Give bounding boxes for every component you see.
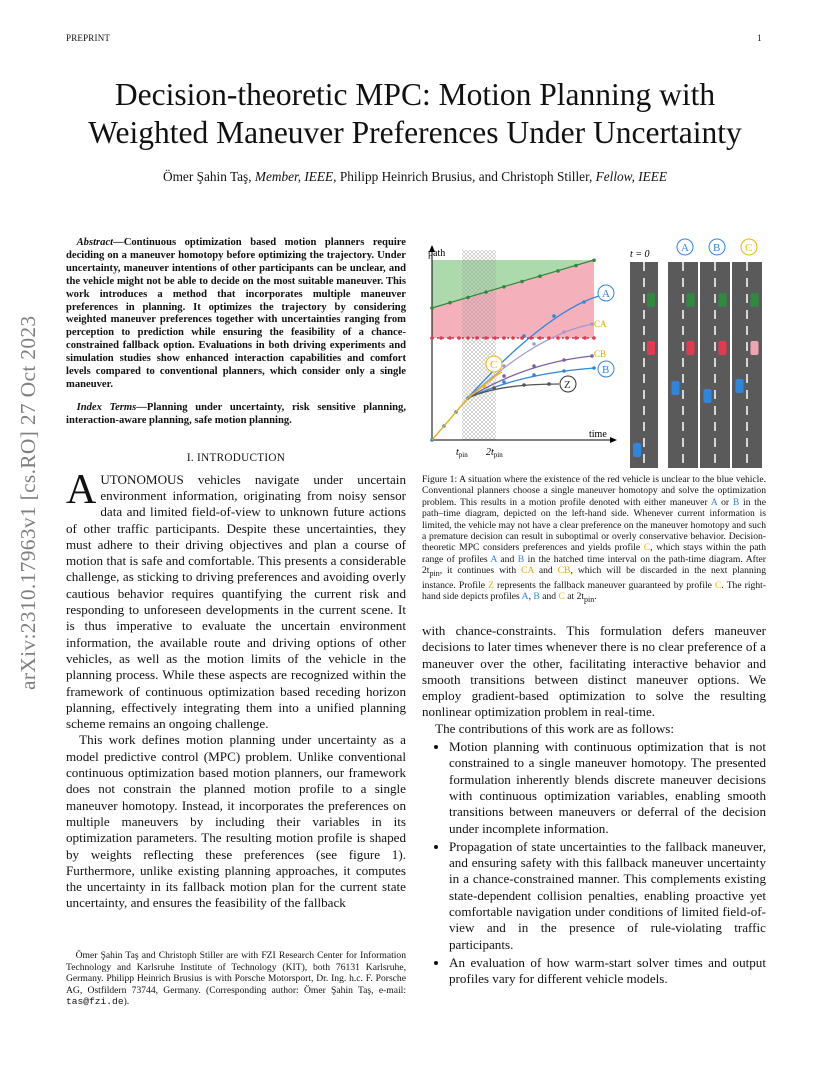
label-t0: t = 0 [630,249,650,260]
author-3-role: Fellow, IEEE [595,169,668,184]
green-vehicle [719,293,727,307]
blue-vehicle [633,443,641,457]
x-axis-label: time [589,429,607,440]
figure-1 [424,236,766,472]
caption-A: A [710,496,718,508]
blue-vehicle [736,379,744,393]
profile-CB-point [562,358,566,362]
caption-part: Figure 1: A situation where the existence of the red vehicle is unclear to the blue vehicle. Conventional planners choose a single maneuver homotopy and solve the optimization problem. This results in a motion profile denoted with either maneuver [422,474,766,508]
blue-vehicle [672,381,680,395]
profile-C-point [482,384,486,388]
red-boundary-point [565,336,569,340]
caption-Z: Z [488,579,494,591]
contribution-item: • An evaluation of how warm-start solver times and output profiles vary for different vehicle models. [449,955,766,988]
profile-B-point [532,373,536,377]
caption-part: in the hatched time interval on the path-time diagram. After 2t [422,553,766,577]
red-boundary-point [592,336,596,340]
red-boundary-point [583,336,587,340]
caption-CA: CA [521,565,534,577]
red-boundary-point [493,336,497,340]
green-boundary-point [556,269,560,273]
section-heading-introduction: I. INTRODUCTION [186,451,286,464]
footnote-end: ). [123,996,130,1007]
green-vehicle [687,293,695,307]
index-terms-label: Index Terms [76,401,137,413]
green-boundary-point [502,285,506,289]
red-vehicle [647,341,655,355]
footnote-email: tas@fzi.de [66,996,124,1007]
abstract [66,237,406,392]
author-line [60,169,770,185]
author-1-role: Member, IEEE [254,169,334,184]
green-vehicle [751,293,759,307]
figure-1-svg [424,236,766,472]
red-boundary-point [547,336,551,340]
red-boundary-point [511,336,515,340]
profile-CA-point [562,330,566,334]
green-boundary-point [430,306,434,310]
caption-B: B [732,496,740,508]
tick-2t-pin: $2t_{pin}$ [486,447,503,459]
profile-B-point [502,380,506,384]
caption-sub: pin [429,569,440,579]
label-A: A [602,288,610,300]
abstract-text: —Continuous optimization based motion planners require deciding on a maneuver homotopy before optimizing the trajectory. Under uncertainty, maneuver intentions of other participants can be unclear, and the vehicle might not be able to decide on the most suitable maneuver. This work introduces a method that incorporates multiple maneuver preferences in planning. It optimizes the trajectory by considering weighted maneuver preferences together with uncertainties ranging from perception to prediction while ensuring the feasibility of a chance-constrained fallback option. Evaluations in both driving experiments and simulation studies show enhanced interaction capabilities and comfort levels compared to conventional planners, which consider only a single maneuver. [66,237,406,390]
dropcap: A [66,466,97,513]
caption-part: , which will be discarded in the next planning instance. Profile [422,565,766,591]
author-2-3: , Philipp Heinrich Brusius, and Christoph Stiller, [333,169,593,184]
green-boundary-point [484,290,488,294]
caption-part: in the path–time diagram, depicted on the left-hand side. Whenever current information is limited, the vehicle may not have a clear preference on the maneuver homotopy and such a premature decision can result in suboptimal or overly conservative behavior. Decision-theoretic MPC considers preferences and yields profile [422,496,766,554]
profile-Z-point [492,386,496,390]
caption-part: or [717,496,733,508]
profile-CA-point [532,342,536,346]
author-1: Ömer Şahin Taş, [162,169,252,184]
red-boundary-point [502,336,506,340]
caption-A: A [521,590,529,602]
profile-CB-point [532,364,536,368]
red-vehicle [719,341,727,355]
caption-part: , which stays within the path range of profiles [422,542,766,565]
intro-paragraph-2: This work defines motion planning under uncertainty as a model predictive control (MPC) problem. Unlike conventional continuous optimization based motion planners, our framework does not constrain the planned motion profile to a single maneuver homotopy. Instead, it incorporates the preferences on multiple maneuvers by including their variables in its optimization parameters. The resulting motion profile is shaped by weights reflecting these preferences (see figure 1). Furthermore, unlike existing planning approaches, it computes the uncertainty in its fallback motion plan for the current state uncertainty, and ensures the feasibility of the fallback [66,732,406,911]
red-boundary-point [430,336,434,340]
caption-part: . The right-hand side depicts profiles [422,579,766,602]
green-boundary-point [520,280,524,284]
right-paragraph-1: with chance-constraints. This formulation defers maneuver decisions to later times whenever there is no clear preference of a maneuver over the other, facilitating interactive behavior and smooth transitions between distinct maneuver options. We employ gradient-based optimization to solve the resulting nonlinear optimization problem in real-time. [422,623,766,720]
caption-CB: CB [557,565,571,577]
contribution-item: • Propagation of state uncertainties to the fallback maneuver, and ensuring safety with this fallback maneuver uncertainty in a chance-constrained manner. This complements existing state-dependent collision penalties, enabling proactive yet comfortable navigation under conditions of limited field-of-view and in the presence of rule-violating traffic participants. [449,839,766,953]
intro-paragraph-1 [66,466,406,733]
profile-CA-point [502,364,506,368]
hatched-interval [462,250,496,440]
red-boundary-point [475,336,479,340]
caption-part: , it continues with [439,565,522,577]
caption-B: B [517,553,525,565]
red-boundary-point [556,336,560,340]
road-head-B: B [713,242,721,254]
intro-paragraph-1-text: UTONOMOUS vehicles navigate under uncertain environment information, originating from noisy sensor data and limited field-of-view to unknown future actions of other traffic participants. Despite these uncertainties, they must adhere to their driving objectives and plan a course of motion that is safe and comfortable. This presents a considerable challenge, as sticking to driving preferences and avoiding overly cautious behavior requires quantifying the current risk and responding to unforeseen developments in the current scene. It is thus imperative to evaluate the uncertain environment information, the available route and driving options of other vehicles, as well as the motion limits of the vehicle in the planning process. While these aspects are recognized within the framework of continuous optimization based receding horizon planning, effectively integrating them into a unified planning scheme remains an ongoing challenge. [66,471,406,732]
caption-sub: pin [584,594,595,604]
caption-C: C [558,590,565,602]
contribution-item: • Motion planning with continuous optimization that is not constrained to a single maneuver homotopy. The presented formulation inherently blends discrete maneuver decisions with continuous optimization variables, enabling smooth transitions between maneuvers or deferral of the decision under incomplete information. [449,739,766,837]
right-column [422,623,766,990]
red-boundary-point [457,336,461,340]
profile-A-point [552,314,556,318]
contributions-list [422,739,766,987]
abstract-label: Abstract [76,237,114,248]
y-axis-label: path [428,248,446,259]
red-boundary-point [448,336,452,340]
road-head-C: C [745,242,753,254]
profile-A-point [582,300,586,304]
red-boundary-point [520,336,524,340]
index-terms [66,402,406,428]
caption-part: , [528,590,534,602]
caption-part: and [496,553,518,565]
caption-part: at 2t [564,590,585,602]
green-boundary-point [592,259,596,263]
label-C: C [490,359,498,371]
profile-Z-point [522,383,526,387]
blue-vehicle [704,389,712,403]
red-boundary-point [574,336,578,340]
profile-CB-point [502,374,506,378]
footnote [66,950,406,1008]
green-vehicle [647,293,655,307]
index-terms-text: —Planning under uncertainty, risk sensitive planning, interaction-aware planning, safe motion planning. [66,401,406,426]
figure-caption [422,474,766,605]
label-B: B [602,364,610,376]
tick-t-pin: $t_{pin}$ [456,447,468,459]
red-vehicle [687,341,695,355]
red-boundary-point [439,336,443,340]
green-boundary-point [538,274,542,278]
red-boundary-point [538,336,542,340]
left-column [66,237,406,912]
green-boundary-point [466,296,470,300]
x-axis-arrow [610,437,617,443]
label-Z: Z [564,379,571,391]
caption-C: C [715,579,722,591]
red-boundary-point [484,336,488,340]
caption-B: B [533,590,540,602]
red-boundary-point [529,336,533,340]
green-boundary-point [574,264,578,268]
caption-A: A [490,553,497,565]
caption-part: represents the fallback maneuver guaranteed by profile [493,579,715,591]
road-head-A: A [681,242,689,254]
label-CB: CB [594,349,607,359]
footnote-text: Ömer Şahin Taş and Christoph Stiller are with FZI Research Center for Information Technology and Karlsruhe Institute of Technology (KIT), both 76131 Karlsruhe, Germany. Philipp Heinrich Brusius is with Porsche Motorsport, Dr. Ing. h.c. F. Porsche AG, Ostfildern 73744, Germany. (Corresponding author: Ömer Şahin Taş, e-mail: [66,950,406,996]
green-boundary-point [448,301,452,305]
paper-title: Decision-theoretic MPC: Motion Planning with Weighted Maneuver Preferences Under Uncertainty [88,77,742,150]
profile-Z-point [547,382,551,386]
label-CA: CA [594,319,607,329]
right-paragraph-2: The contributions of this work are as follows: [435,720,675,736]
caption-C: C [643,542,651,554]
profile-B-point [562,369,566,373]
red-vehicle [751,341,759,355]
profile-B-point [592,366,596,370]
caption-part: and [533,565,558,577]
red-boundary-point [466,336,470,340]
arxiv-stamp: arXiv:2310.17963v1 [cs.RO] 27 Oct 2023 [16,315,40,690]
page-number: 1 [757,33,762,43]
running-header: PREPRINT [66,33,111,43]
caption-part: and [539,590,559,602]
caption-part: . [594,590,597,602]
